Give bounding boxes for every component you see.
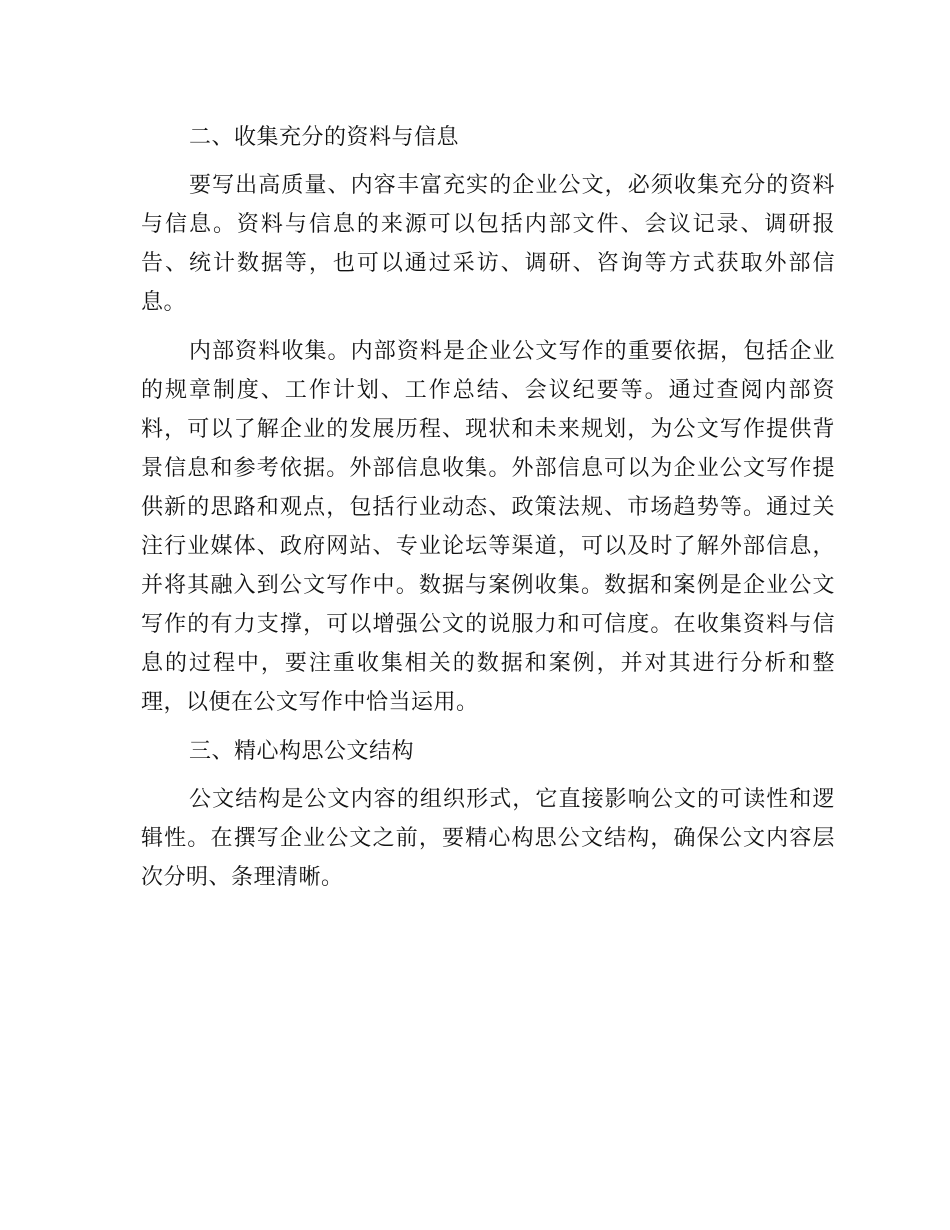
paragraph-intro: 要写出高质量、内容丰富充实的企业公文，必须收集充分的资料与信息。资料与信息的来源可以包括内部文件、会议记录、调研报告、统计数据等，也可以通过采访、调研、咨询等方式获取外部信息。: [141, 173, 835, 315]
paragraph-structure: 公文结构是公文内容的组织形式，它直接影响公文的可读性和逻辑性。在撰写企业公文之前，要精心构思公文结构，确保公文内容层次分明、条理清晰。: [141, 787, 835, 890]
section-heading-3: 三、精心构思公文结构: [189, 739, 415, 764]
section-heading-2: 二、收集充分的资料与信息: [189, 125, 460, 150]
paragraph-collection-details: 内部资料收集。内部资料是企业公文写作的重要依据，包括企业的规章制度、工作计划、工作总结、会议纪要等。通过查阅内部资料，可以了解企业的发展历程、现状和未来规划，为公文写作提供背景信息和参考依据。外部信息收集。外部信息可以为企业公文写作提供新的思路和观点，包括行业动态、政策法规、市场趋势等。通过关注行业媒体、政府网站、专业论坛等渠道，可以及时了解外部信息，并将其融入到公文写作中。数据与案例收集。数据和案例是企业公文写作的有力支撑，可以增强公文的说服力和可信度。在收集资料与信息的过程中，要注重收集相关的数据和案例，并对其进行分析和整理，以便在公文写作中恰当运用。: [141, 339, 835, 715]
document-body: [141, 118, 835, 907]
